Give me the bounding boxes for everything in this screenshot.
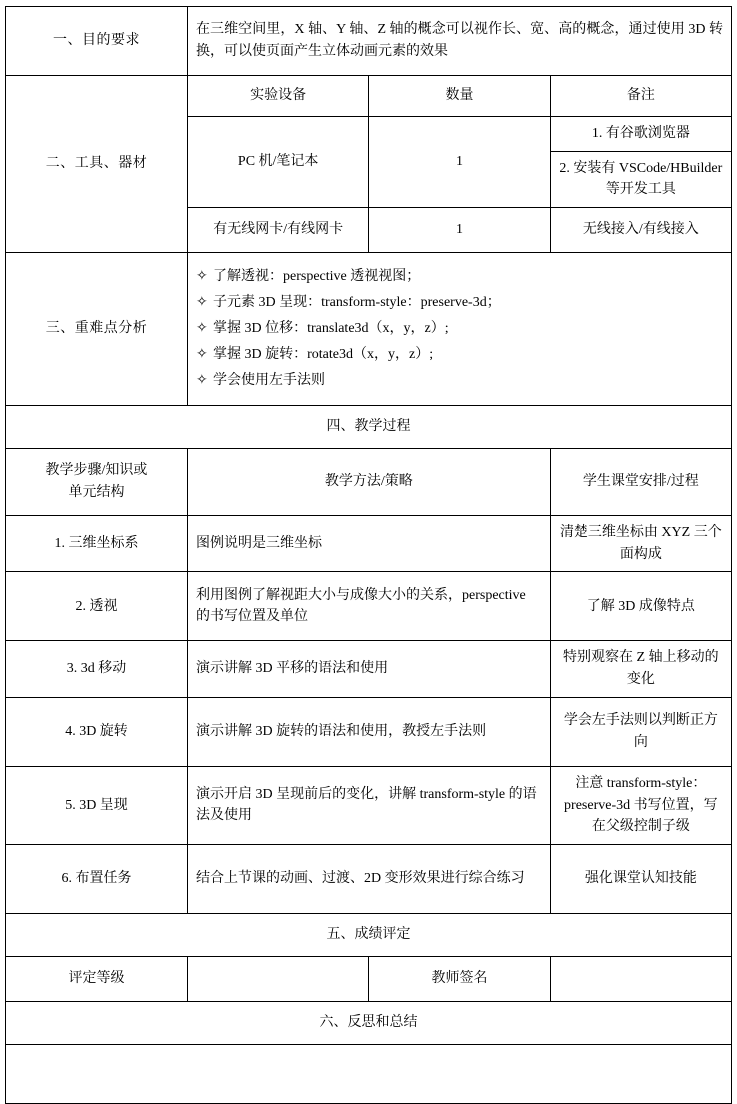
list-item — [196, 264, 723, 290]
process-student-2: 了解 3D 成像特点 — [550, 572, 731, 641]
purpose-label: 一、目的要求 — [6, 7, 188, 76]
tools-note-1-1: 1. 有谷歌浏览器 — [550, 117, 731, 152]
tools-qty-2: 1 — [369, 208, 550, 253]
process-step-4: 4. 3D 旋转 — [6, 697, 188, 766]
process-method-4: 演示讲解 3D 旋转的语法和使用，教授左手法则 — [188, 697, 551, 766]
process-method-5: 演示开启 3D 呈现前后的变化，讲解 transform-style 的语法及使用 — [188, 766, 551, 844]
tools-device-2: 有无线网卡/有线网卡 — [188, 208, 369, 253]
grade-value-field[interactable] — [188, 956, 369, 1001]
teacher-sign-label: 教师签名 — [369, 956, 550, 1001]
key-points-list — [196, 264, 723, 394]
list-item — [196, 342, 723, 368]
tools-note-2-1: 无线接入/有线接入 — [550, 208, 731, 253]
reflection-section-row — [6, 1001, 732, 1044]
process-step-5: 5. 3D 呈现 — [6, 766, 188, 844]
process-method-3: 演示讲解 3D 平移的语法和使用 — [188, 641, 551, 697]
process-step-6: 6. 布置任务 — [6, 844, 188, 913]
process-row-4 — [6, 697, 732, 766]
reflection-section-title: 六、反思和总结 — [6, 1001, 732, 1044]
tools-label: 二、工具、器材 — [6, 76, 188, 253]
list-item — [196, 368, 723, 394]
lesson-plan-table — [5, 6, 732, 1104]
process-row-3 — [6, 641, 732, 697]
process-student-5: 注意 transform-style：preserve-3d 书写位置，写在父级控制子级 — [550, 766, 731, 844]
key-point-text: 掌握 3D 位移：translate3d（x，y，z）; — [213, 321, 449, 337]
purpose-row — [6, 7, 732, 76]
key-point-text: 了解透视：perspective 透视视图； — [213, 268, 421, 284]
process-step-3: 3. 3d 移动 — [6, 641, 188, 697]
list-item — [196, 290, 723, 316]
process-section-title: 四、教学过程 — [6, 406, 732, 449]
process-header-step — [6, 449, 188, 516]
key-point-text: 学会使用左手法则 — [213, 373, 325, 389]
process-method-6: 结合上节课的动画、过渡、2D 变形效果进行综合练习 — [188, 844, 551, 913]
process-row-1 — [6, 516, 732, 572]
tools-header-device: 实验设备 — [188, 76, 369, 117]
process-step-2: 2. 透视 — [6, 572, 188, 641]
process-header-step-line2: 单元结构 — [68, 485, 125, 501]
process-step-1: 1. 三维坐标系 — [6, 516, 188, 572]
diamond-bullet-icon: ✧ — [196, 347, 208, 363]
key-points-label: 三、重难点分析 — [6, 253, 188, 406]
teacher-sign-field[interactable] — [550, 956, 731, 1001]
process-method-1: 图例说明是三维坐标 — [188, 516, 551, 572]
key-points-row — [6, 253, 732, 406]
tools-device-1: PC 机/笔记本 — [188, 117, 369, 208]
process-student-3: 特别观察在 Z 轴上移动的变化 — [550, 641, 731, 697]
process-student-4: 学会左手法则以判断正方向 — [550, 697, 731, 766]
grade-section-row — [6, 913, 732, 956]
process-row-5 — [6, 766, 732, 844]
tools-qty-1: 1 — [369, 117, 550, 208]
process-header-method: 教学方法/策略 — [188, 449, 551, 516]
process-method-2: 利用图例了解视距大小与成像大小的关系，perspective 的书写位置及单位 — [188, 572, 551, 641]
reflection-row — [6, 1044, 732, 1103]
process-header-student: 学生课堂安排/过程 — [550, 449, 731, 516]
grade-section-title: 五、成绩评定 — [6, 913, 732, 956]
key-point-text: 子元素 3D 呈现：transform-style：preserve-3d； — [213, 294, 501, 310]
diamond-bullet-icon: ✧ — [196, 268, 208, 284]
process-header-step-line1: 教学步骤/知识或 — [45, 463, 148, 479]
key-points-cell — [188, 253, 732, 406]
process-row-2 — [6, 572, 732, 641]
diamond-bullet-icon: ✧ — [196, 373, 208, 389]
purpose-text: 在三维空间里，X 轴、Y 轴、Z 轴的概念可以视作长、宽、高的概念，通过使用 3D 转换，可以使页面产生立体动画元素的效果 — [188, 7, 732, 76]
key-point-text: 掌握 3D 旋转：rotate3d（x，y，z）; — [213, 347, 434, 363]
process-student-1: 清楚三维坐标由 XYZ 三个面构成 — [550, 516, 731, 572]
process-row-6 — [6, 844, 732, 913]
diamond-bullet-icon: ✧ — [196, 294, 208, 310]
tools-header-qty: 数量 — [369, 76, 550, 117]
process-student-6: 强化课堂认知技能 — [550, 844, 731, 913]
tools-header-row — [6, 76, 732, 117]
grade-row — [6, 956, 732, 1001]
process-section-row — [6, 406, 732, 449]
process-header-row — [6, 449, 732, 516]
tools-header-notes: 备注 — [550, 76, 731, 117]
diamond-bullet-icon: ✧ — [196, 321, 208, 337]
tools-note-1-2: 2. 安装有 VSCode/HBuilder 等开发工具 — [550, 151, 731, 207]
reflection-field[interactable] — [6, 1044, 732, 1103]
grade-label: 评定等级 — [6, 956, 188, 1001]
list-item — [196, 316, 723, 342]
